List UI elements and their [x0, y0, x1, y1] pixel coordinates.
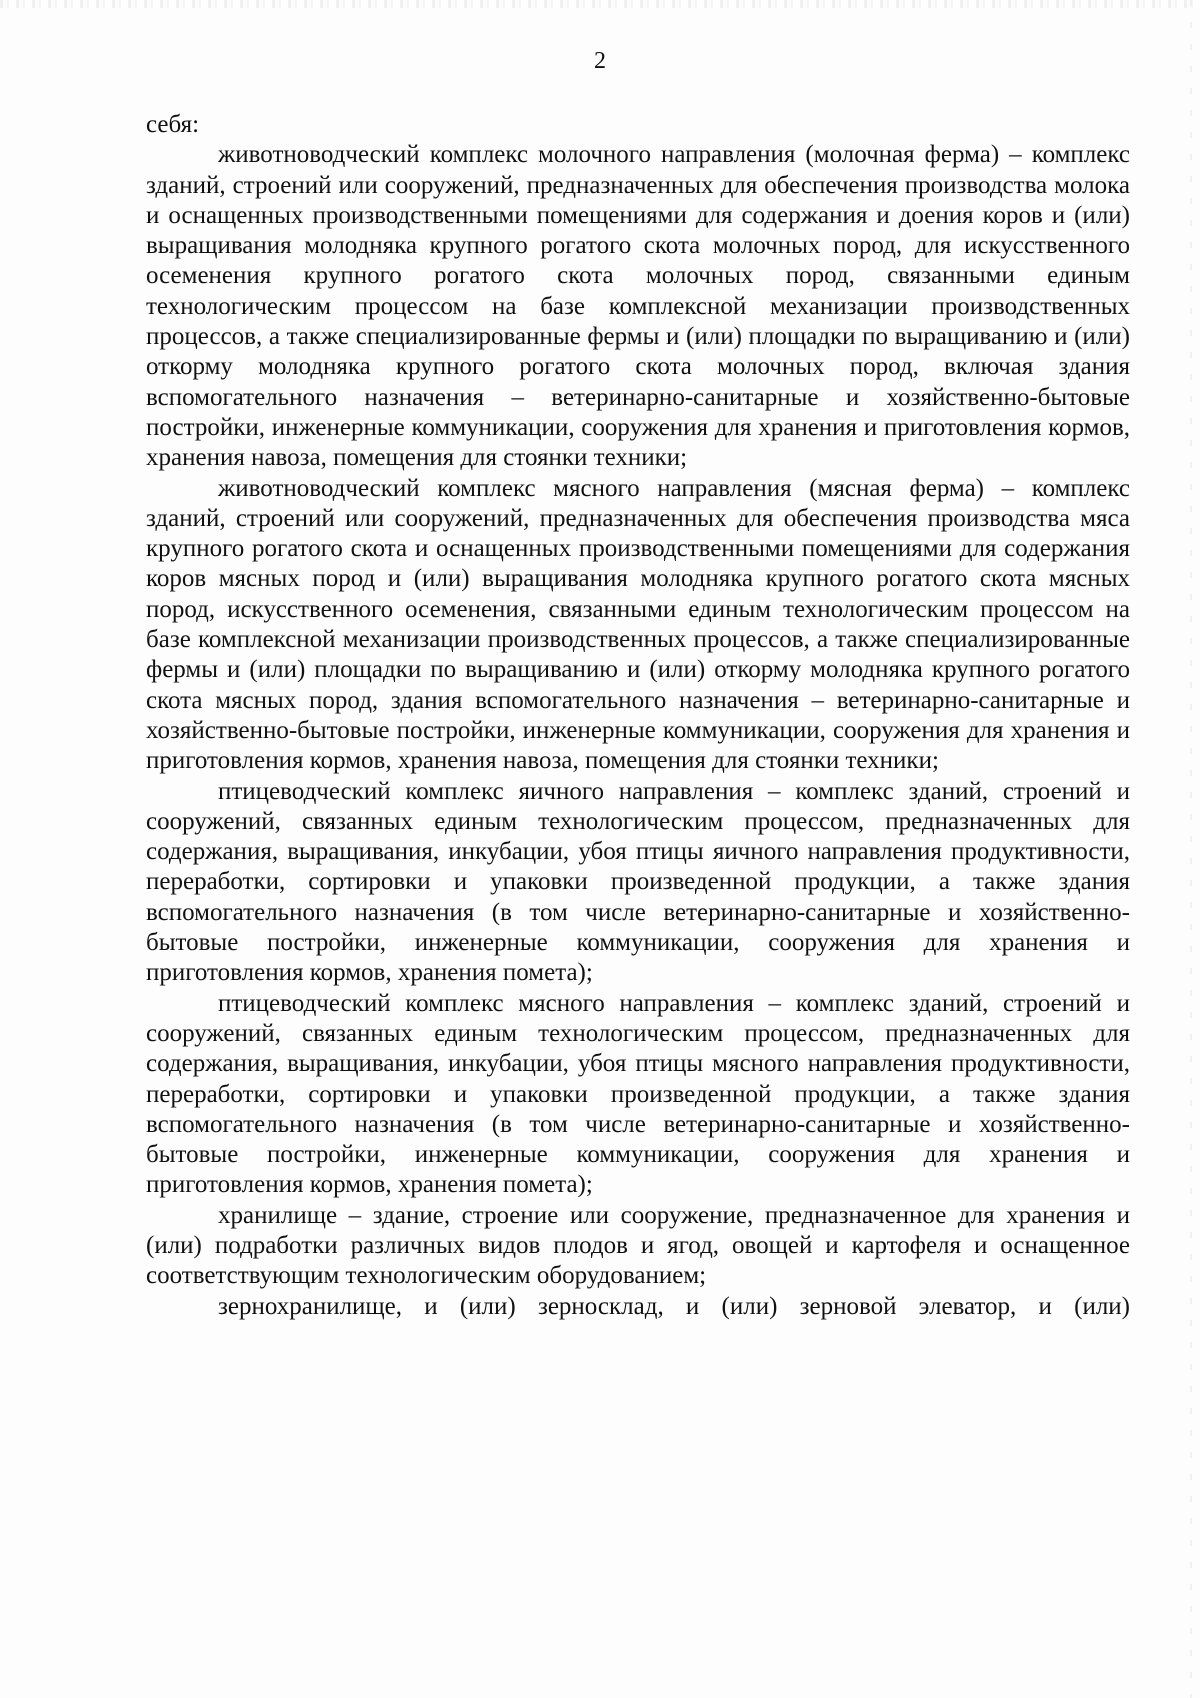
paragraph-egg-poultry-complex: птицеводческий комплекс яичного направления – комплекс зданий, строений и сооружений, связанных единым технологическим процессом, предназначенных для содержания, выращивания, инкубации, убоя птицы яичного направления продуктивности, переработки, сортировки и упаковки произведенной продукции, а также здания вспомогательного назначения (в том числе ветеринарно-санитарные и хозяйственно-бытовые постройки, инженерные коммуникации, сооружения для хранения и приготовления кормов, хранения помета); — [146, 777, 1130, 987]
paragraph-continuation: себя: — [146, 111, 200, 138]
paragraph-dairy-complex: животноводческий комплекс молочного направления (молочная ферма) – комплекс зданий, строений или сооружений, предназначенных для обеспечения производства молока и оснащенных производственными помещениями для содержания и доения коров и (или) выращивания молодняка крупного рогатого скота молочных пород, для искусственного осеменения крупного рогатого скота молочных пород, связанными единым технологическим процессом на базе комплексной механизации производственных процессов, а также специализированные фермы и (или) площадки по выращиванию и (или) откорму молодняка крупного рогатого скота молочных пород, включая здания вспомогательного назначения – ветеринарно-санитарные и хозяйственно-бытовые постройки, инженерные коммуникации, сооружения для хранения и приготовления кормов, хранения навоза, помещения для стоянки техники; — [146, 141, 1130, 472]
page-number: 2 — [594, 48, 606, 74]
paragraph-meat-poultry-complex: птицеводческий комплекс мясного направления – комплекс зданий, строений и сооружений, связанных единым технологическим процессом, предназначенных для содержания, выращивания, инкубации, убоя птицы мясного направления продуктивности, переработки, сортировки и упаковки произведенной продукции, а также здания вспомогательного назначения (в том числе ветеринарно-санитарные и хозяйственно-бытовые постройки, инженерные коммуникации, сооружения для хранения и приготовления кормов, хранения помета); — [146, 989, 1130, 1199]
paragraph-meat-complex: животноводческий комплекс мясного направления (мясная ферма) – комплекс зданий, строений или сооружений, предназначенных для обеспечения производства мяса крупного рогатого скота и оснащенных производственными помещениями для содержания коров мясных пород и (или) выращивания молодняка крупного рогатого скота мясных пород, искусственного осеменения, связанными единым технологическим процессом на базе комплексной механизации производственных процессов, а также специализированные фермы и (или) площадки по выращиванию и (или) откорму молодняка крупного рогатого скота мясных пород, здания вспомогательного назначения – ветеринарно-санитарные и хозяйственно-бытовые постройки, инженерные коммуникации, сооружения для хранения и приготовления кормов, хранения навоза, помещения для стоянки техники; — [146, 474, 1130, 775]
scan-edge-noise — [0, 0, 1200, 8]
document-body — [146, 110, 1130, 1322]
paragraph-grain-storage: зернохранилище, и (или) зерносклад, и (или) зерновой элеватор, и (или) — [218, 1292, 1130, 1320]
paragraph-storage: хранилище – здание, строение или сооружение, предназначенное для хранения и (или) подработки различных видов плодов и ягод, овощей и картофеля и оснащенное соответствующим технологическим оборудованием; — [146, 1201, 1130, 1290]
scan-edge-shadow — [1190, 0, 1192, 1698]
